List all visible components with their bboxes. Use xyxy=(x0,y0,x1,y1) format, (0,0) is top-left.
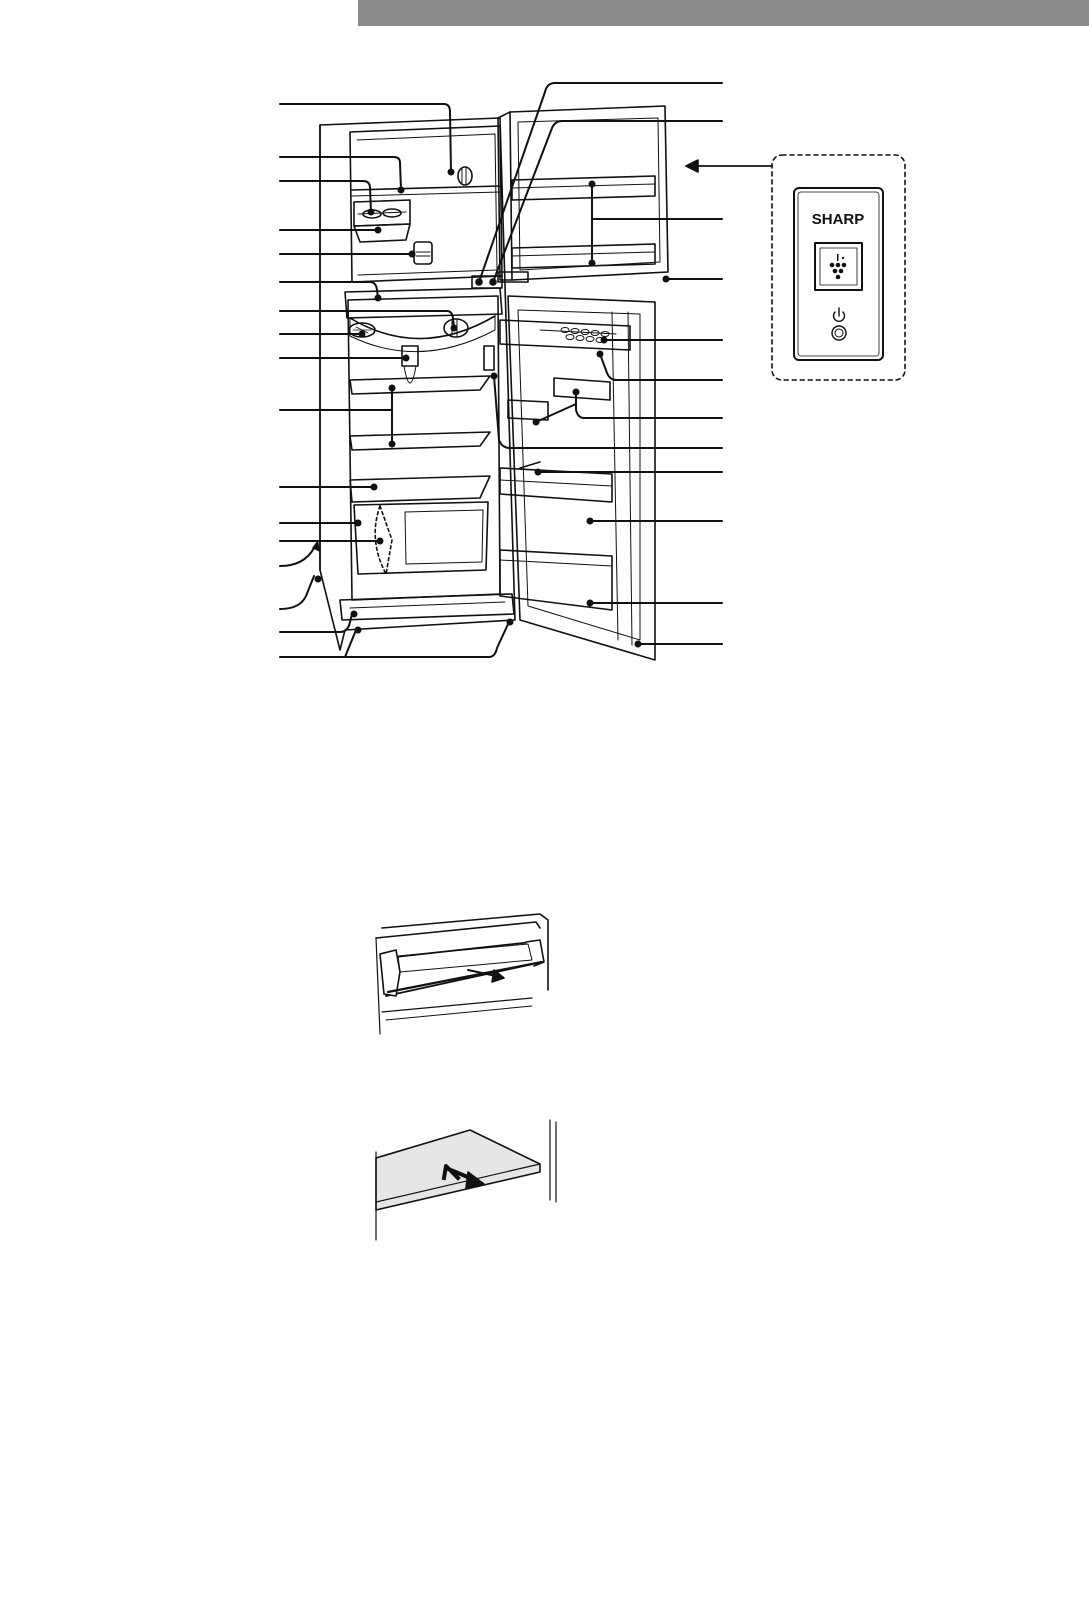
brand-label: SHARP xyxy=(811,211,865,228)
power-button[interactable] xyxy=(832,326,846,340)
shelf-removal-figure xyxy=(376,1120,556,1240)
control-panel-inset xyxy=(772,155,905,380)
power-icon xyxy=(834,308,845,321)
right-callouts xyxy=(479,83,722,644)
fridge-cabinet xyxy=(320,118,515,650)
drawer-removal-figure xyxy=(376,914,548,1034)
refrigerator-door xyxy=(484,296,655,660)
plasmacluster-icon xyxy=(830,254,847,279)
